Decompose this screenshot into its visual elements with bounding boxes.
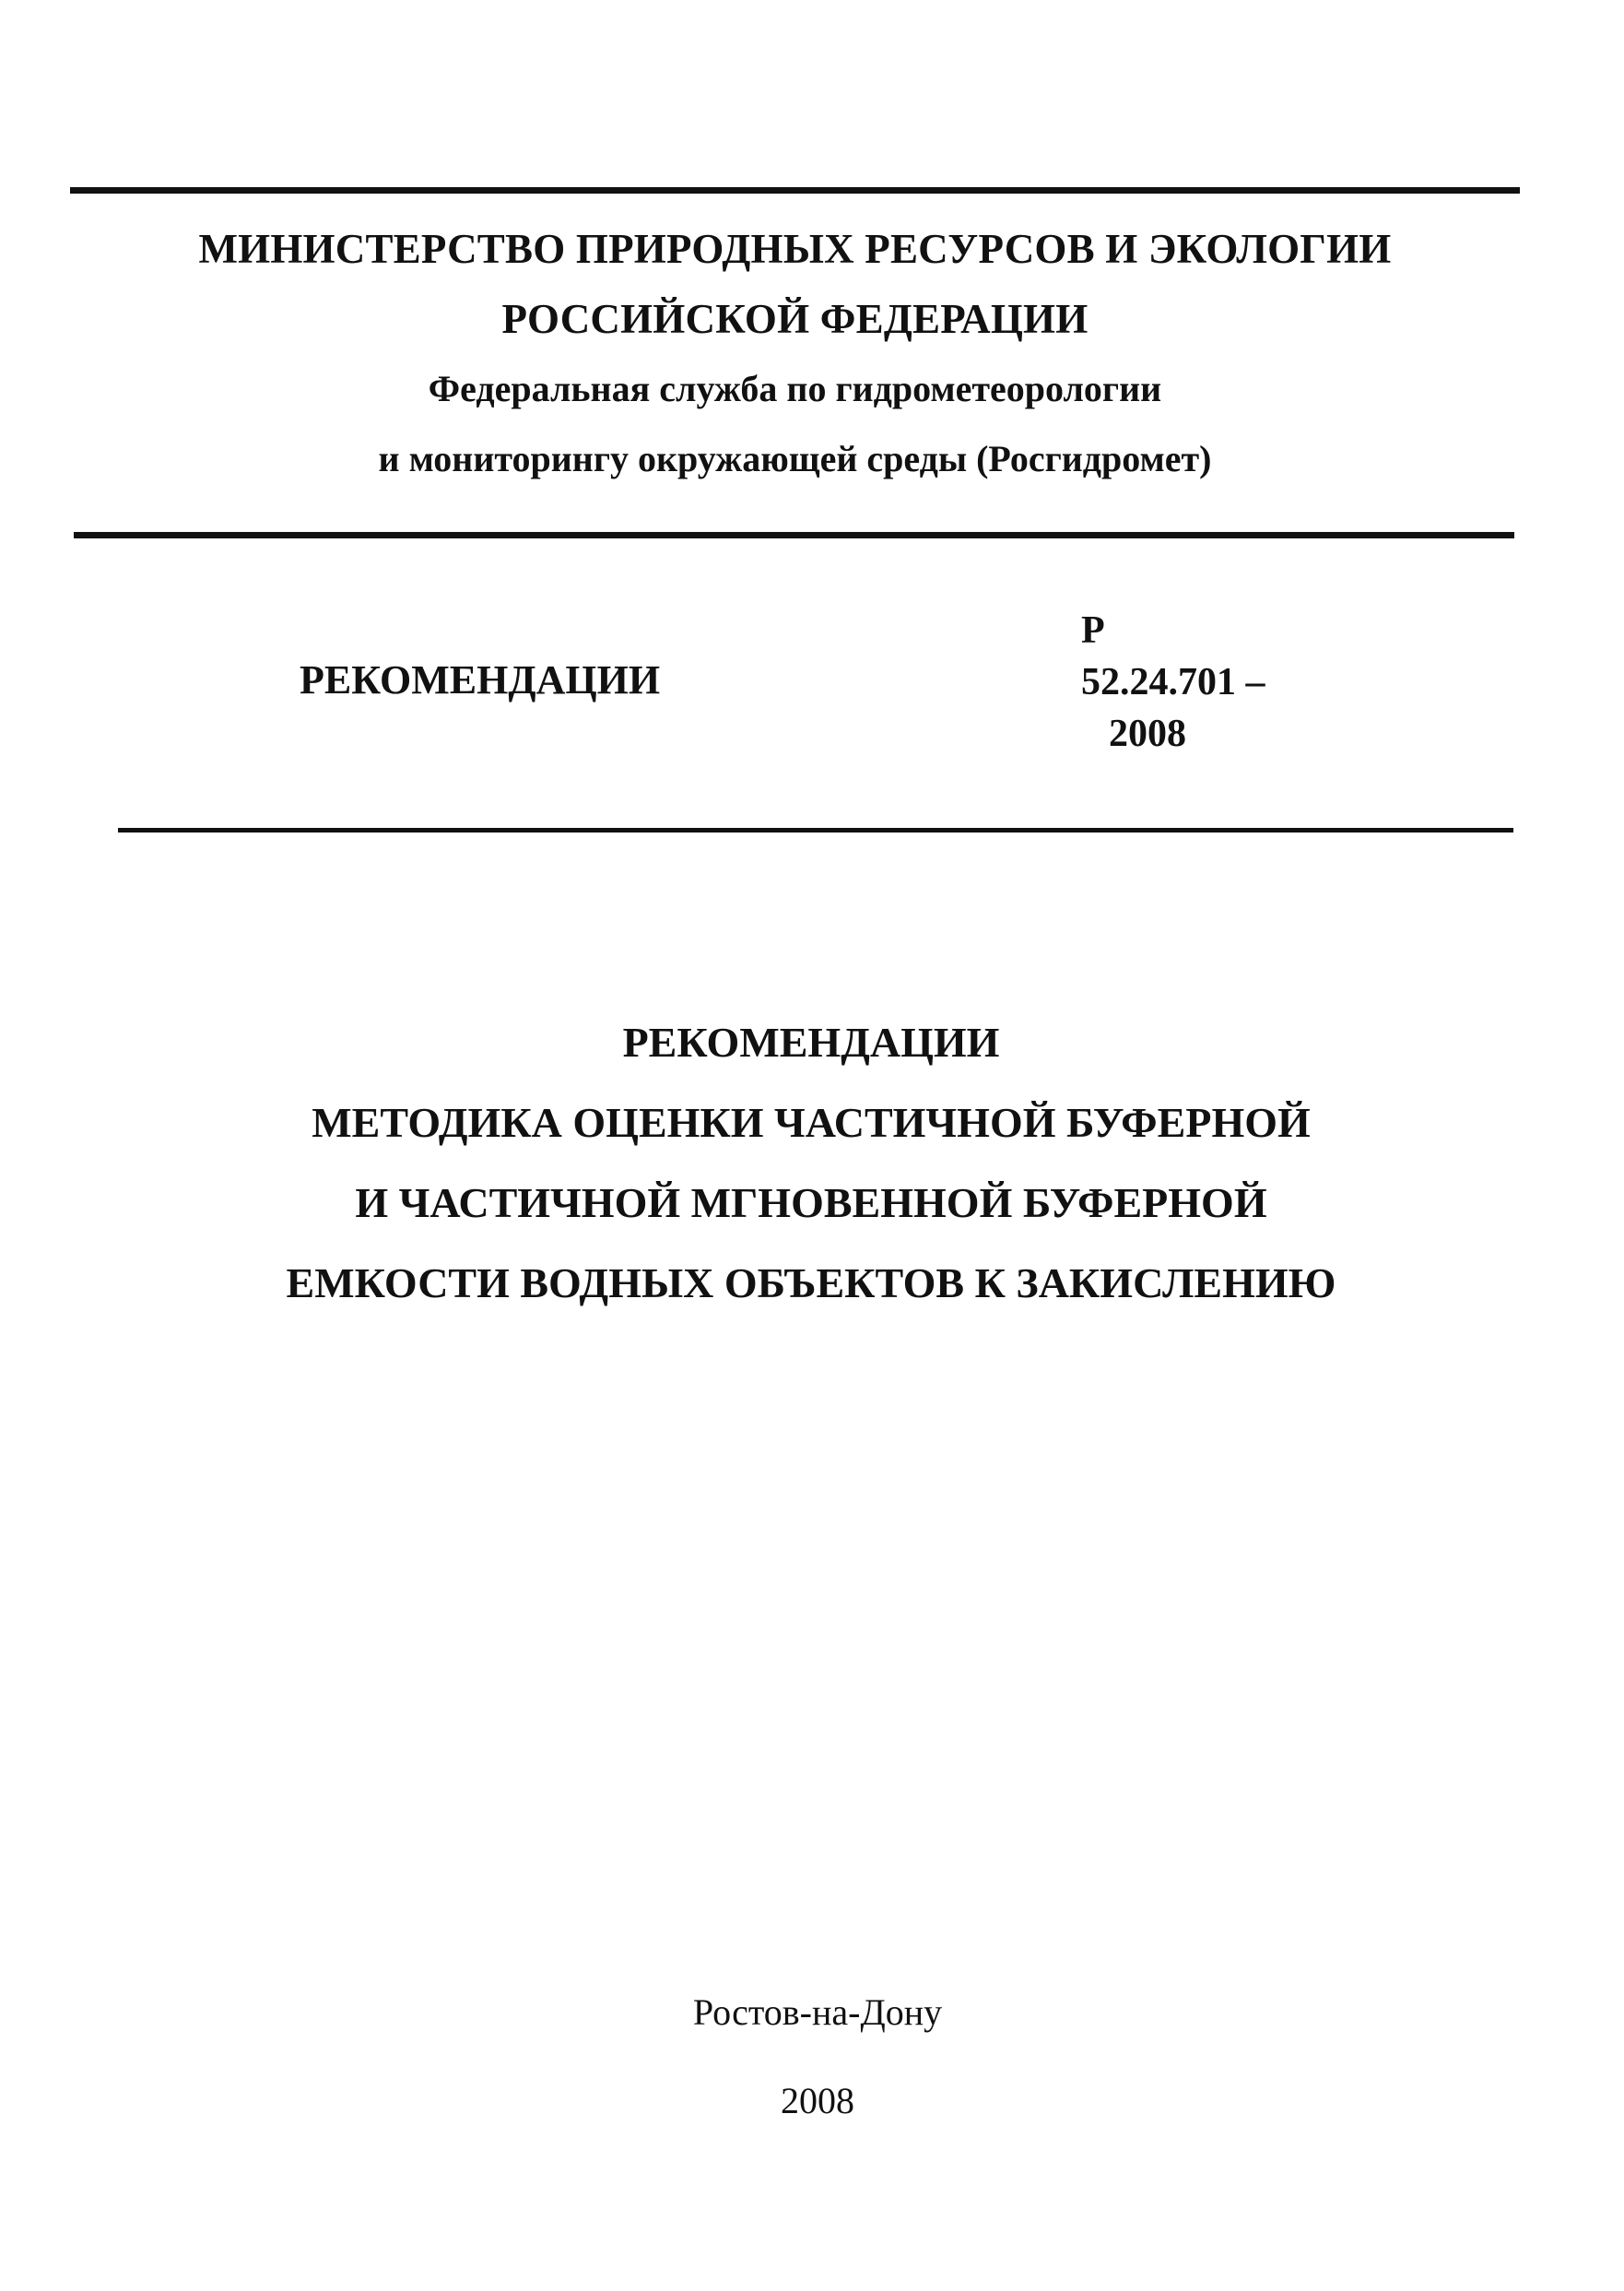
service-name-line2: и мониторингу окружающей среды (Росгидромет) bbox=[378, 438, 1212, 479]
ministry-name-line1: МИНИСТЕРСТВО ПРИРОДНЫХ РЕСУРСОВ И ЭКОЛОГИИ bbox=[198, 226, 1392, 272]
service-name-line1: Федеральная служба по гидрометеорологии bbox=[428, 368, 1162, 409]
document-number bbox=[1081, 605, 1265, 760]
document-number-main: 52.24.701 – bbox=[1081, 661, 1265, 703]
title-line2: МЕТОДИКА ОЦЕНКИ ЧАСТИЧНОЙ БУФЕРНОЙ bbox=[312, 1099, 1311, 1146]
issuing-authority-block bbox=[70, 214, 1520, 494]
imprint-year: 2008 bbox=[781, 2080, 854, 2121]
title-line3: И ЧАСТИЧНОЙ МГНОВЕННОЙ БУФЕРНОЙ bbox=[355, 1179, 1267, 1226]
top-divider bbox=[70, 187, 1520, 194]
imprint bbox=[0, 1968, 1624, 2145]
title-line1: РЕКОМЕНДАЦИИ bbox=[622, 1019, 1000, 1066]
document-title bbox=[111, 1002, 1512, 1323]
designation-divider bbox=[118, 828, 1513, 833]
imprint-city: Ростов-на-Дону bbox=[692, 1991, 943, 2033]
document-type-label: РЕКОМЕНДАЦИИ bbox=[300, 657, 661, 703]
document-number-year: 2008 bbox=[1109, 713, 1186, 755]
document-number-prefix: Р bbox=[1081, 609, 1105, 652]
ministry-name-line2: РОССИЙСКОЙ ФЕДЕРАЦИИ bbox=[501, 296, 1089, 342]
header-divider bbox=[74, 532, 1514, 538]
title-line4: ЕМКОСТИ ВОДНЫХ ОБЪЕКТОВ К ЗАКИСЛЕНИЮ bbox=[286, 1259, 1336, 1306]
